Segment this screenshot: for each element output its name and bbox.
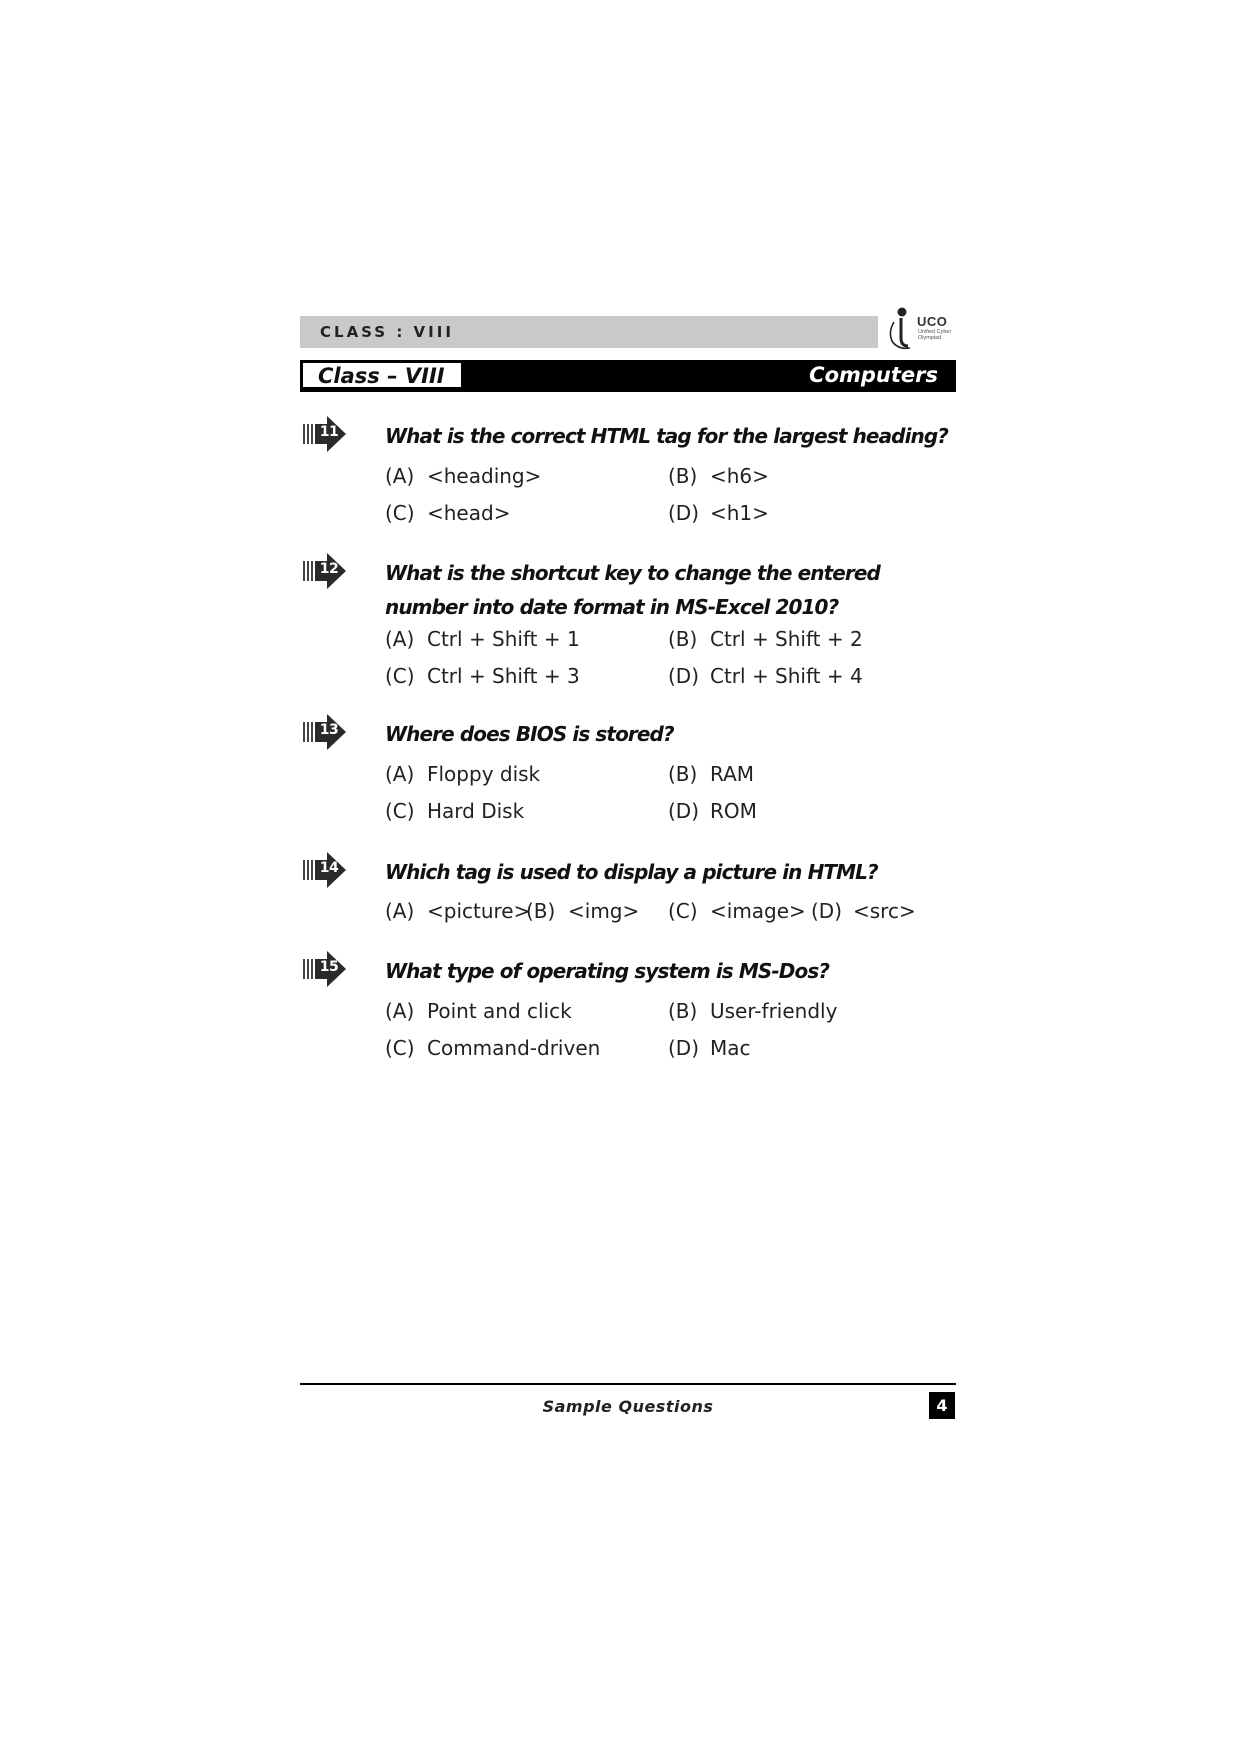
option-text: <h6> [710, 464, 769, 488]
question-number-marker [303, 950, 349, 988]
option-a [385, 627, 580, 651]
question-number: 12 [319, 561, 339, 577]
option-letter: (D) [668, 664, 700, 688]
question-text: What is the correct HTML tag for the largest heading? [385, 424, 949, 448]
option-a [385, 999, 572, 1023]
class-box-label: Class – VIII [318, 364, 445, 388]
question-number-marker [303, 415, 349, 453]
option-text: RAM [710, 762, 755, 786]
option-letter: (D) [668, 1036, 700, 1060]
option-letter: (A) [385, 762, 415, 786]
option-b [668, 999, 837, 1023]
option-text: Command-driven [427, 1036, 601, 1060]
option-c [385, 501, 510, 525]
option-text: Floppy disk [427, 762, 541, 786]
option-a [385, 762, 540, 786]
option-letter: (C) [385, 664, 415, 688]
option-text: <src> [853, 899, 916, 923]
question-number: 11 [319, 424, 339, 440]
option-a [385, 464, 541, 488]
question-text: Which tag is used to display a picture in HTML? [385, 860, 878, 884]
option-c [385, 664, 580, 688]
option-b [668, 627, 863, 651]
option-text: ROM [710, 799, 757, 823]
option-letter: (A) [385, 899, 415, 923]
question-number: 14 [319, 860, 339, 876]
class-box [302, 362, 462, 388]
option-letter: (C) [668, 899, 698, 923]
option-c [385, 799, 524, 823]
option-letter: (C) [385, 799, 415, 823]
option-text: Ctrl + Shift + 4 [710, 664, 863, 688]
option-a [385, 899, 530, 923]
option-text: <img> [568, 899, 640, 923]
option-letter: (A) [385, 464, 415, 488]
option-text: Ctrl + Shift + 1 [427, 627, 580, 651]
option-letter: (B) [668, 627, 698, 651]
option-letter: (D) [811, 899, 843, 923]
question-number: 13 [319, 722, 339, 738]
option-text: Ctrl + Shift + 3 [427, 664, 580, 688]
option-text: <head> [427, 501, 511, 525]
option-letter: (B) [526, 899, 556, 923]
subject-strip [300, 360, 956, 392]
question-text: Where does BIOS is stored? [385, 722, 674, 746]
option-letter: (B) [668, 464, 698, 488]
question-text: What is the shortcut key to change the entered number into date format in MS-Excel 2010? [385, 561, 880, 619]
class-label: CLASS : VIII [320, 323, 454, 341]
uco-logo [886, 306, 956, 354]
option-b [526, 899, 639, 923]
option-text: <image> [710, 899, 806, 923]
option-letter: (A) [385, 627, 415, 651]
option-letter: (C) [385, 501, 415, 525]
question-number-marker [303, 552, 349, 590]
option-letter: (D) [668, 799, 700, 823]
option-text: User-friendly [710, 999, 838, 1023]
footer-divider [300, 1383, 956, 1385]
option-d [668, 501, 769, 525]
uco-logo-icon [886, 306, 920, 352]
question-number-marker [303, 713, 349, 751]
option-letter: (A) [385, 999, 415, 1023]
option-text: <heading> [427, 464, 542, 488]
option-letter: (B) [668, 762, 698, 786]
option-text: <h1> [710, 501, 769, 525]
logo-text: UCO [917, 314, 948, 329]
option-d [811, 899, 916, 923]
option-letter: (D) [668, 501, 700, 525]
class-header-bar [300, 316, 878, 348]
page-number: 4 [929, 1392, 955, 1419]
logo-subtext: Unified Cyber Olympiad [918, 329, 952, 342]
option-c [385, 1036, 600, 1060]
option-text: <picture> [427, 899, 531, 923]
option-d [668, 1036, 751, 1060]
option-text: Ctrl + Shift + 2 [710, 627, 863, 651]
question-number: 15 [319, 959, 339, 975]
option-text: Point and click [427, 999, 572, 1023]
option-d [668, 799, 757, 823]
option-c [668, 899, 806, 923]
option-letter: (B) [668, 999, 698, 1023]
option-letter: (C) [385, 1036, 415, 1060]
footer-label: Sample Questions [542, 1397, 714, 1416]
subject-title: Computers [809, 363, 938, 387]
option-text: Hard Disk [427, 799, 525, 823]
question-text: What type of operating system is MS-Dos? [385, 959, 830, 983]
option-b [668, 762, 754, 786]
option-text: Mac [710, 1036, 751, 1060]
option-d [668, 664, 863, 688]
question-number-marker [303, 851, 349, 889]
option-b [668, 464, 769, 488]
